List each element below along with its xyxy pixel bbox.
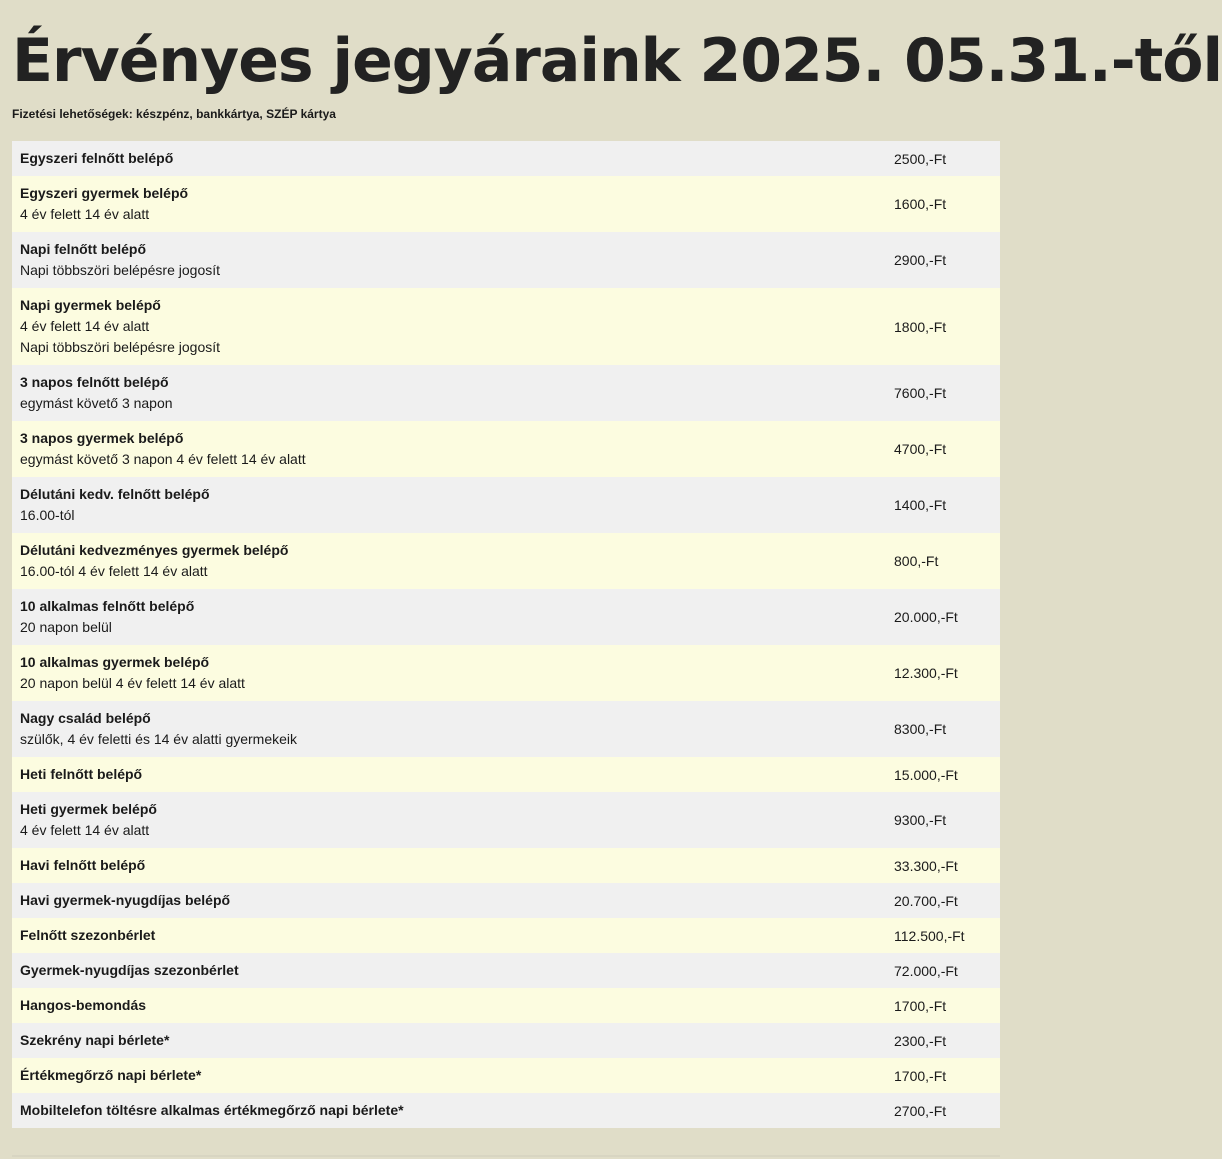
ticket-name: Hangos-bemondás: [20, 997, 147, 1013]
ticket-description: egymást követő 3 napon: [20, 395, 173, 411]
ticket-price: 112.500,-Ft: [894, 927, 965, 944]
ticket-cell: [20, 1030, 894, 1051]
ticket-cell: [20, 1065, 894, 1086]
ticket-cell: [20, 540, 894, 582]
ticket-description: szülők, 4 év feletti és 14 év alatti gyermekeik: [20, 731, 298, 747]
ticket-name: Napi gyermek belépő: [20, 297, 161, 313]
ticket-name: Gyermek-nyugdíjas szezonbérlet: [20, 962, 239, 978]
page-title: Érvényes jegyáraink 2025. 05.31.-től: [12, 26, 1222, 96]
ticket-cell: [20, 855, 894, 876]
ticket-description: Napi többszöri belépésre jogosít: [20, 339, 221, 355]
ticket-description: 20 napon belül 4 év felett 14 év alatt: [20, 675, 245, 691]
ticket-name: 10 alkalmas gyermek belépő: [20, 654, 210, 670]
ticket-price: 1800,-Ft: [894, 318, 947, 335]
ticket-name: Heti felnőtt belépő: [20, 766, 143, 782]
price-row: [12, 1058, 1000, 1093]
ticket-description: egymást követő 3 napon 4 év felett 14 év alatt: [20, 451, 306, 467]
ticket-cell: [20, 372, 894, 414]
price-row: [12, 533, 1000, 589]
ticket-description: 4 év felett 14 év alatt: [20, 822, 150, 838]
ticket-name: Délutáni kedv. felnőtt belépő: [20, 486, 210, 502]
ticket-cell: [20, 925, 894, 946]
ticket-name: Szekrény napi bérlete*: [20, 1032, 170, 1048]
ticket-cell: [20, 995, 894, 1016]
price-row: [12, 883, 1000, 918]
ticket-cell: [20, 960, 894, 981]
ticket-name: Nagy család belépő: [20, 710, 151, 726]
ticket-cell: [20, 295, 894, 358]
ticket-cell: [20, 239, 894, 281]
ticket-description: 16.00-tól: [20, 507, 75, 523]
ticket-name: Értékmegőrző napi bérlete*: [20, 1067, 202, 1083]
price-row: [12, 477, 1000, 533]
price-row: [12, 701, 1000, 757]
ticket-price: 8300,-Ft: [894, 721, 947, 737]
price-row: [12, 757, 1000, 792]
ticket-name: Felnőtt szezonbérlet: [20, 927, 156, 943]
ticket-name: Heti gyermek belépő: [20, 801, 157, 817]
ticket-name: Egyszeri felnőtt belépő: [20, 150, 174, 166]
ticket-description: 4 év felett 14 év alatt: [20, 318, 150, 334]
ticket-price: 1400,-Ft: [894, 497, 947, 513]
price-row: [12, 953, 1000, 988]
ticket-description: 4 év felett 14 év alatt: [20, 206, 150, 222]
price-row: [12, 176, 1000, 232]
ticket-description: Napi többszöri belépésre jogosít: [20, 262, 221, 278]
ticket-price: 12.300,-Ft: [894, 665, 958, 681]
ticket-cell: [20, 148, 894, 169]
ticket-price: 1600,-Ft: [894, 196, 947, 212]
price-table: [12, 141, 1000, 1128]
ticket-cell: [20, 428, 894, 470]
price-row: [12, 792, 1000, 848]
ticket-price: 2300,-Ft: [894, 1032, 947, 1049]
price-row: [12, 848, 1000, 883]
ticket-name: Egyszeri gyermek belépő: [20, 185, 189, 201]
ticket-price: 2700,-Ft: [894, 1102, 947, 1119]
price-row: [12, 141, 1000, 176]
ticket-name: Délutáni kedvezményes gyermek belépő: [20, 542, 289, 558]
ticket-description: 20 napon belül: [20, 619, 112, 635]
price-row: [12, 421, 1000, 477]
ticket-name: 3 napos gyermek belépő: [20, 430, 184, 446]
ticket-cell: [20, 652, 894, 694]
ticket-cell: [20, 890, 894, 911]
price-row: [12, 1093, 1000, 1128]
ticket-name: 3 napos felnőtt belépő: [20, 374, 169, 390]
ticket-name: Mobiltelefon töltésre alkalmas értékmegőrző napi bérlete*: [20, 1102, 404, 1118]
ticket-price: 15.000,-Ft: [894, 766, 958, 783]
ticket-description: 16.00-tól 4 év felett 14 év alatt: [20, 563, 208, 579]
ticket-price: 2900,-Ft: [894, 252, 947, 268]
ticket-price: 7600,-Ft: [894, 385, 947, 401]
ticket-price: 2500,-Ft: [894, 150, 947, 167]
ticket-price: 1700,-Ft: [894, 1067, 947, 1084]
ticket-cell: [20, 1100, 894, 1121]
ticket-name: Napi felnőtt belépő: [20, 241, 146, 257]
price-row: [12, 988, 1000, 1023]
ticket-price: 800,-Ft: [894, 553, 939, 569]
ticket-price: 9300,-Ft: [894, 812, 947, 828]
price-row: [12, 918, 1000, 953]
price-row: [12, 1023, 1000, 1058]
ticket-price: 4700,-Ft: [894, 441, 947, 457]
price-row: [12, 645, 1000, 701]
price-row: [12, 365, 1000, 421]
ticket-cell: [20, 764, 894, 785]
ticket-price: 33.300,-Ft: [894, 857, 958, 874]
ticket-name: Havi felnőtt belépő: [20, 857, 146, 873]
ticket-price: 1700,-Ft: [894, 997, 947, 1014]
payment-info: Fizetési lehetőségek: készpénz, bankkártya, SZÉP kártya: [12, 107, 336, 121]
ticket-name: Havi gyermek-nyugdíjas belépő: [20, 892, 231, 908]
ticket-price: 20.000,-Ft: [894, 609, 958, 625]
ticket-price: 20.700,-Ft: [894, 892, 958, 909]
ticket-cell: [20, 596, 894, 638]
ticket-name: 10 alkalmas felnőtt belépő: [20, 598, 195, 614]
ticket-cell: [20, 708, 894, 750]
ticket-price: 72.000,-Ft: [894, 962, 958, 979]
ticket-cell: [20, 183, 894, 225]
divider: [12, 1155, 1000, 1157]
ticket-cell: [20, 484, 894, 526]
price-row: [12, 288, 1000, 365]
ticket-cell: [20, 799, 894, 841]
price-row: [12, 589, 1000, 645]
price-row: [12, 232, 1000, 288]
